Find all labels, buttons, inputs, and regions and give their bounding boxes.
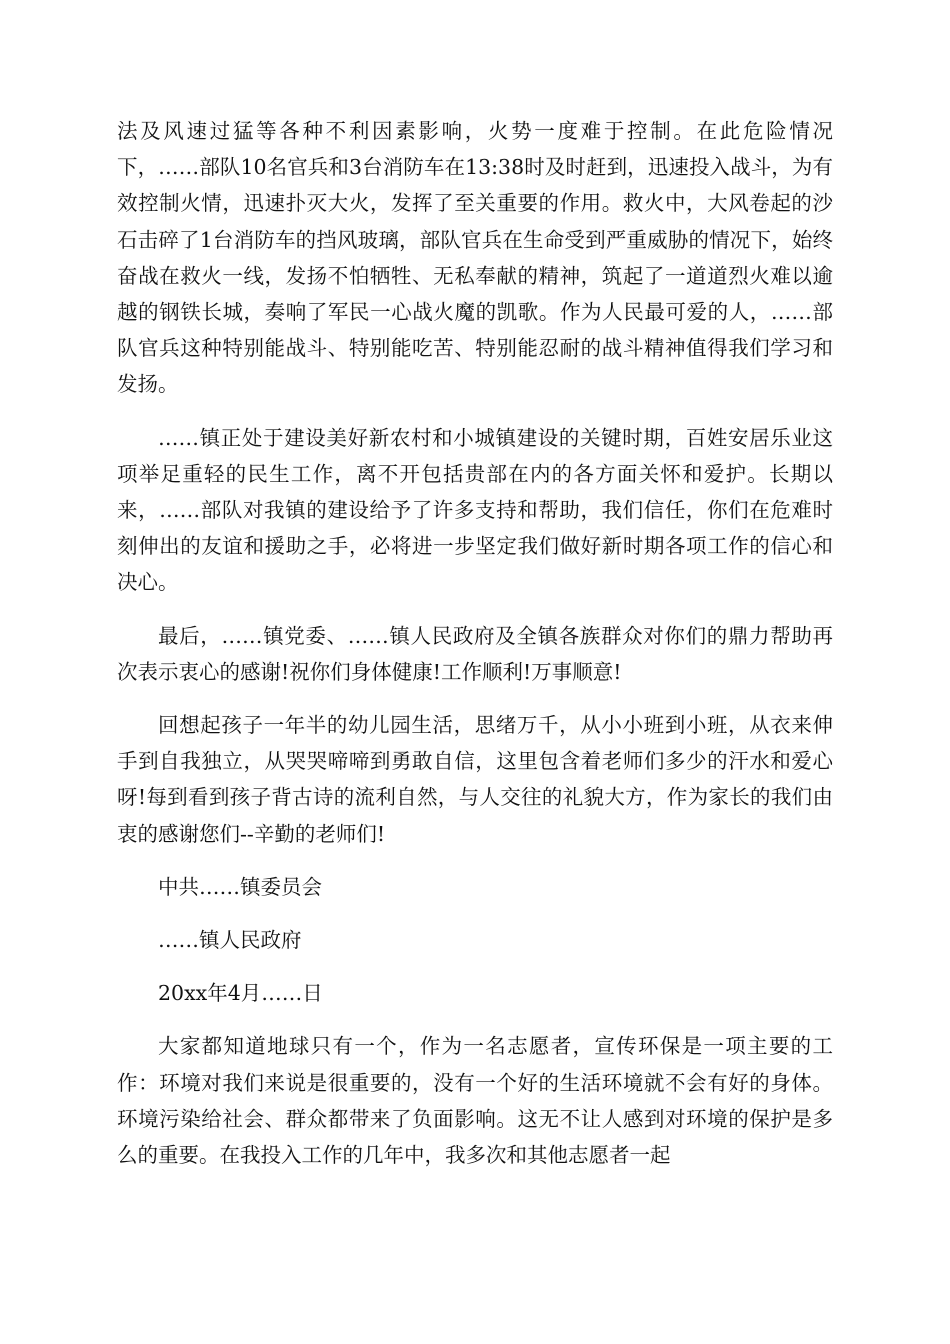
- paragraph-thanks: 最后，……镇党委、……镇人民政府及全镇各族群众对你们的鼎力帮助再次表示衷心的感谢!祝你们身体健康!工作顺利!万事顺意!: [117, 623, 833, 684]
- paragraph-kindergarten: 回想起孩子一年半的幼儿园生活，思绪万千，从小小班到小班，从衣来伸手到自我独立，从哭哭啼啼到勇敢自信，这里包含着老师们多少的汗水和爱心呀!每到看到孩子背古诗的流利自然，与人交往的礼貌大方，作为家长的我们由衷的感谢您们--辛勤的老师们!: [117, 713, 833, 846]
- paragraph-environment: 大家都知道地球只有一个，作为一名志愿者，宣传环保是一项主要的工作：环境对我们来说是很重要的，没有一个好的生活环境就不会有好的身体。环境污染给社会、群众都带来了负面影响。这无不让人感到对环境的保护是多么的重要。在我投入工作的几年中，我多次和其他志愿者一起: [117, 1034, 833, 1168]
- signature-committee: 中共……镇委员会: [158, 874, 322, 899]
- document-page: [117, 113, 833, 1190]
- paragraph-fire-rescue: 法及风速过猛等各种不利因素影响，火势一度难于控制。在此危险情况下，……部队10名官兵和3台消防车在13:38时及时赶到，迅速投入战斗，为有效控制火情，迅速扑灭大火，发挥了至关重要的作用。救火中，大风卷起的沙石击碎了1台消防车的挡风玻璃，部队官兵在生命受到严重威胁的情况下，始终奋战在救火一线，发扬不怕牺牲、无私奉献的精神，筑起了一道道烈火难以逾越的钢铁长城，奏响了军民一心战火魔的凯歌。作为人民最可爱的人，……部队官兵这种特别能战斗、特别能吃苦、特别能忍耐的战斗精神值得我们学习和发扬。: [117, 119, 833, 397]
- signature-date: 20xx年4月……日: [158, 981, 323, 1006]
- signature-government: ……镇人民政府: [158, 928, 302, 953]
- paragraph-town-construction: ……镇正处于建设美好新农村和小城镇建设的关键时期，百姓安居乐业这项举足重轻的民生工作，离不开包括贵部在内的各方面关怀和爱护。长期以来，……部队对我镇的建设给予了许多支持和帮助，我们信任，你们在危难时刻伸出的友谊和援助之手，必将进一步坚定我们做好新时期各项工作的信心和决心。: [117, 425, 833, 595]
